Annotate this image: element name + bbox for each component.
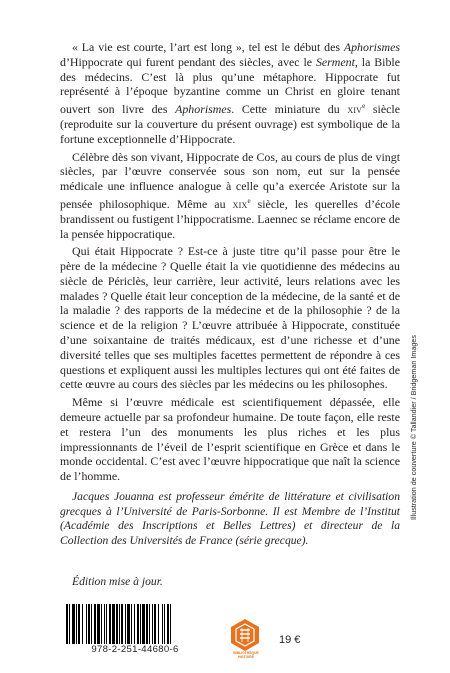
publisher-logo-icon	[230, 618, 260, 652]
text-run: siècle, les querelles d’école brandissent ou fustigent l’hippocratisme. Laennec se réclame encore de la pensée hippocratique.	[60, 196, 400, 241]
text-run: , la Bible des médecins. C’est là plus qu’une métaphore. Hippocrate fut représenté à l’époque byzantine comme un Christ en gloire tenant ouvert son livre des	[60, 54, 400, 117]
text-run: d’Hippocrate qui furent pendant des siècles, avec le	[60, 54, 316, 69]
cover-credit: Illustration de couverture © Tallandier / Bridgeman Images	[409, 335, 418, 520]
title-aphorismes: Aphorismes	[175, 102, 232, 117]
author-bio	[60, 490, 400, 548]
century-numeral: xiv	[347, 102, 363, 117]
edition-note: Édition mise à jour.	[72, 575, 163, 588]
author-bio-text: Jacques Jouanna est professeur émérite de littérature et civilisation grecques à l’Université de Paris-Sorbonne. Il est Membre de l’Institut (Académie des Inscriptions et Belles Lettres) et directeur de la Collection des Universités de France (série grecque).	[60, 490, 400, 547]
paragraph-questions: Qui était Hippocrate ? Est-ce à juste titre qu’il passe pour être le père de la médecine ? Quelle était la vie quotidienne des médecins au siècle de Périclès, leur carrière, leur activité, leurs relations avec les malades ? Quelle était leur conception de la médecine, de la santé et de la maladie ? des rapports de la médecine et de la philosophie ? de la science et de la religion ? L’œuvre attribuée à Hippocrate, constituée d’une soixantaine de traités médicaux, est d’une richesse et d’une diversité telles que ses multiples facettes permettent de répondre à ces questions et expliquent aussi les multiples lectures qui ont été faites de cette œuvre au cours des siècles par les médecins ou les philosophes.	[60, 244, 400, 392]
isbn: 978-2-251-44680-6	[91, 644, 179, 655]
title-serment: Serment	[315, 54, 355, 69]
paragraph-influence	[60, 150, 400, 242]
text-run: Célèbre dès son vivant, Hippocrate de Cos, au cours de plus de vingt siècles, par l’œuvre conservée sous son nom, eut sur la pensée médicale une influence analogue à celle qu’a exercée Aristote sur la pensée philosophique. Même au	[60, 149, 400, 211]
publisher-logo-text: BIBLIOTHÈQUE HISTOIRE	[233, 651, 259, 659]
century-numeral: xix	[232, 196, 248, 211]
price: 19 €	[279, 634, 301, 646]
barcode-bar	[171, 604, 173, 644]
barcode-bars	[66, 604, 204, 644]
back-cover-text	[60, 40, 400, 487]
title-aphorismes: Aphorismes	[343, 40, 400, 54]
text-run: « La vie est courte, l’art est long », tel est le début des	[72, 40, 344, 54]
paragraph-legacy: Même si l’œuvre médicale est scientifiquement dépassée, elle demeure actuelle par sa profondeur humaine. De toute façon, elle reste et restera l’un des monuments les plus riches et les plus impressionnants de l’éveil de l’esprit scientifique en Grèce et dans le monde occidental. C’est avec l’œuvre hippocratique que naît la science de l’homme.	[60, 395, 400, 484]
century-suffix: e	[247, 196, 251, 205]
century-suffix: e	[362, 102, 366, 111]
paragraph-aphorisms	[60, 40, 400, 147]
text-run: . Cette miniature du	[231, 102, 348, 117]
text-run: siècle (reproduite sur la couverture du présent ouvrage) est symbolique de la fortune exceptionnelle d’Hippocrate.	[60, 102, 400, 146]
